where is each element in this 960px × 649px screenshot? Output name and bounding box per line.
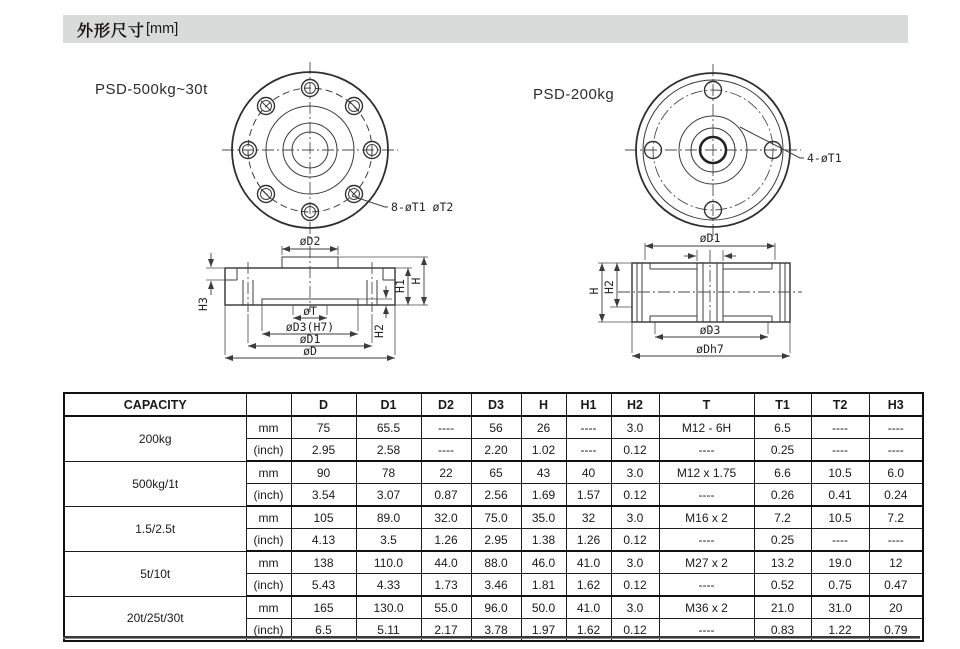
value-cell: 3.5 bbox=[356, 529, 421, 552]
value-cell: M16 x 2 bbox=[659, 506, 754, 529]
value-cell: 41.0 bbox=[566, 596, 611, 619]
value-cell: 1.02 bbox=[521, 439, 566, 462]
value-cell: 13.2 bbox=[754, 551, 811, 574]
left-dim-d1: øD1 bbox=[299, 332, 321, 346]
unit-cell: (inch) bbox=[246, 619, 291, 642]
table-row-mm bbox=[64, 461, 923, 484]
value-cell: 1.73 bbox=[421, 574, 471, 597]
column-header: T1 bbox=[754, 393, 811, 416]
value-cell: 6.0 bbox=[869, 461, 923, 484]
value-cell: 65 bbox=[471, 461, 521, 484]
value-cell: 21.0 bbox=[754, 596, 811, 619]
column-header: H bbox=[521, 393, 566, 416]
value-cell: 5.11 bbox=[356, 619, 421, 642]
value-cell: ---- bbox=[811, 529, 869, 552]
value-cell: 0.79 bbox=[869, 619, 923, 642]
value-cell: ---- bbox=[421, 439, 471, 462]
value-cell: ---- bbox=[659, 484, 754, 507]
value-cell: 105 bbox=[291, 506, 356, 529]
column-header: H1 bbox=[566, 393, 611, 416]
right-dim-h: H bbox=[587, 287, 601, 295]
right-dim-d1: øD1 bbox=[699, 231, 721, 245]
value-cell: 0.26 bbox=[754, 484, 811, 507]
value-cell: 40 bbox=[566, 461, 611, 484]
value-cell: ---- bbox=[869, 439, 923, 462]
value-cell: 90 bbox=[291, 461, 356, 484]
value-cell: 2.56 bbox=[471, 484, 521, 507]
unit-cell: (inch) bbox=[246, 529, 291, 552]
value-cell: 0.12 bbox=[611, 484, 659, 507]
column-header: T bbox=[659, 393, 754, 416]
value-cell: 165 bbox=[291, 596, 356, 619]
value-cell: 3.0 bbox=[611, 416, 659, 439]
section-title: 外形尺寸 bbox=[77, 22, 146, 40]
value-cell: M12 - 6H bbox=[659, 416, 754, 439]
value-cell: ---- bbox=[811, 439, 869, 462]
value-cell: 1.62 bbox=[566, 619, 611, 642]
value-cell: 7.2 bbox=[754, 506, 811, 529]
section-title-unit: [mm] bbox=[146, 21, 179, 37]
right-dim-d3: øD3 bbox=[699, 323, 721, 337]
value-cell: 96.0 bbox=[471, 596, 521, 619]
table-row-mm bbox=[64, 416, 923, 439]
dimensions-table bbox=[63, 392, 924, 642]
unit-cell: mm bbox=[246, 551, 291, 574]
value-cell: 1.22 bbox=[811, 619, 869, 642]
value-cell: 3.46 bbox=[471, 574, 521, 597]
value-cell: 75 bbox=[291, 416, 356, 439]
value-cell: 0.25 bbox=[754, 439, 811, 462]
left-dim-d3h7: øD3(H7) bbox=[285, 320, 335, 334]
unit-cell: (inch) bbox=[246, 574, 291, 597]
value-cell: 3.0 bbox=[611, 551, 659, 574]
value-cell: M27 x 2 bbox=[659, 551, 754, 574]
column-header: D1 bbox=[356, 393, 421, 416]
value-cell: 4.13 bbox=[291, 529, 356, 552]
right-dim-dh7: øDh7 bbox=[696, 342, 724, 356]
value-cell: 46.0 bbox=[521, 551, 566, 574]
value-cell: ---- bbox=[659, 529, 754, 552]
value-cell: ---- bbox=[659, 439, 754, 462]
right-dim-h2: H2 bbox=[602, 280, 616, 294]
column-header: H2 bbox=[611, 393, 659, 416]
value-cell: 1.38 bbox=[521, 529, 566, 552]
column-header: D bbox=[291, 393, 356, 416]
left-dim-h1: H1 bbox=[393, 279, 407, 293]
value-cell: 0.12 bbox=[611, 619, 659, 642]
value-cell: 35.0 bbox=[521, 506, 566, 529]
column-header: H3 bbox=[869, 393, 923, 416]
value-cell: 10.5 bbox=[811, 461, 869, 484]
value-cell: 50.0 bbox=[521, 596, 566, 619]
value-cell: ---- bbox=[421, 416, 471, 439]
value-cell: 32 bbox=[566, 506, 611, 529]
left-dim-h2: H2 bbox=[372, 324, 386, 338]
value-cell: 0.12 bbox=[611, 574, 659, 597]
unit-cell: (inch) bbox=[246, 439, 291, 462]
capacity-column-header: CAPACITY bbox=[64, 393, 246, 416]
value-cell: ---- bbox=[659, 574, 754, 597]
left-side-view bbox=[196, 234, 428, 358]
value-cell: 43 bbox=[521, 461, 566, 484]
value-cell: 6.6 bbox=[754, 461, 811, 484]
value-cell: 65.5 bbox=[356, 416, 421, 439]
value-cell: 6.5 bbox=[291, 619, 356, 642]
value-cell: 89.0 bbox=[356, 506, 421, 529]
value-cell: ---- bbox=[566, 439, 611, 462]
value-cell: 0.47 bbox=[869, 574, 923, 597]
unit-column-header bbox=[246, 393, 291, 416]
table-body bbox=[64, 416, 923, 641]
unit-cell: mm bbox=[246, 596, 291, 619]
value-cell: 41.0 bbox=[566, 551, 611, 574]
psd-200kg-drawing bbox=[533, 64, 842, 356]
column-header: D2 bbox=[421, 393, 471, 416]
value-cell: 0.75 bbox=[811, 574, 869, 597]
value-cell: ---- bbox=[869, 529, 923, 552]
table-row-mm bbox=[64, 551, 923, 574]
value-cell: 3.54 bbox=[291, 484, 356, 507]
left-dim-h: H bbox=[409, 277, 423, 285]
table-header-row bbox=[64, 393, 923, 416]
value-cell: 1.81 bbox=[521, 574, 566, 597]
value-cell: 0.25 bbox=[754, 529, 811, 552]
value-cell: 1.26 bbox=[566, 529, 611, 552]
value-cell: 88.0 bbox=[471, 551, 521, 574]
value-cell: ---- bbox=[869, 416, 923, 439]
column-header: T2 bbox=[811, 393, 869, 416]
psd-500kg-30t-drawing bbox=[95, 62, 453, 358]
value-cell: 0.24 bbox=[869, 484, 923, 507]
value-cell: 2.58 bbox=[356, 439, 421, 462]
table-row-mm bbox=[64, 506, 923, 529]
value-cell: 1.26 bbox=[421, 529, 471, 552]
value-cell: 0.52 bbox=[754, 574, 811, 597]
value-cell: 22 bbox=[421, 461, 471, 484]
value-cell: 44.0 bbox=[421, 551, 471, 574]
value-cell: M12 x 1.75 bbox=[659, 461, 754, 484]
value-cell: 32.0 bbox=[421, 506, 471, 529]
value-cell: 3.0 bbox=[611, 596, 659, 619]
value-cell: ---- bbox=[566, 416, 611, 439]
unit-cell: mm bbox=[246, 506, 291, 529]
value-cell: 3.78 bbox=[471, 619, 521, 642]
value-cell: 1.62 bbox=[566, 574, 611, 597]
left-top-view bbox=[222, 62, 453, 240]
value-cell: 78 bbox=[356, 461, 421, 484]
value-cell: 10.5 bbox=[811, 506, 869, 529]
table-row-mm bbox=[64, 596, 923, 619]
column-header: D3 bbox=[471, 393, 521, 416]
value-cell: 0.41 bbox=[811, 484, 869, 507]
right-side-view bbox=[587, 231, 802, 356]
value-cell: 19.0 bbox=[811, 551, 869, 574]
value-cell: 1.97 bbox=[521, 619, 566, 642]
value-cell: 12 bbox=[869, 551, 923, 574]
value-cell: 26 bbox=[521, 416, 566, 439]
value-cell: 20 bbox=[869, 596, 923, 619]
value-cell: 2.95 bbox=[471, 529, 521, 552]
value-cell: 3.0 bbox=[611, 506, 659, 529]
left-dim-t: øT bbox=[303, 304, 317, 318]
value-cell: 0.87 bbox=[421, 484, 471, 507]
value-cell: 130.0 bbox=[356, 596, 421, 619]
value-cell: 6.5 bbox=[754, 416, 811, 439]
value-cell: 0.83 bbox=[754, 619, 811, 642]
value-cell: ---- bbox=[659, 619, 754, 642]
value-cell: 110.0 bbox=[356, 551, 421, 574]
right-top-view bbox=[625, 64, 842, 240]
unit-cell: mm bbox=[246, 416, 291, 439]
value-cell: 7.2 bbox=[869, 506, 923, 529]
capacity-cell: 500kg/1t bbox=[64, 461, 246, 506]
value-cell: 2.95 bbox=[291, 439, 356, 462]
capacity-cell: 5t/10t bbox=[64, 551, 246, 596]
left-dim-h3: H3 bbox=[196, 297, 210, 311]
value-cell: 2.17 bbox=[421, 619, 471, 642]
left-dim-d2: øD2 bbox=[299, 234, 321, 248]
value-cell: ---- bbox=[811, 416, 869, 439]
unit-cell: (inch) bbox=[246, 484, 291, 507]
capacity-cell: 1.5/2.5t bbox=[64, 506, 246, 551]
capacity-cell: 200kg bbox=[64, 416, 246, 461]
capacity-cell: 20t/25t/30t bbox=[64, 596, 246, 641]
left-hole-callout: 8-øT1 øT2 bbox=[391, 200, 454, 214]
value-cell: 3.0 bbox=[611, 461, 659, 484]
right-hole-callout: 4-øT1 bbox=[807, 151, 842, 165]
right-drawing-title: PSD-200kg bbox=[533, 86, 615, 103]
bottom-divider bbox=[63, 636, 920, 639]
value-cell: 1.57 bbox=[566, 484, 611, 507]
value-cell: 2.20 bbox=[471, 439, 521, 462]
value-cell: 56 bbox=[471, 416, 521, 439]
value-cell: 0.12 bbox=[611, 529, 659, 552]
left-dim-d: øD bbox=[303, 344, 317, 358]
left-drawing-title: PSD-500kg~30t bbox=[95, 81, 208, 98]
value-cell: 55.0 bbox=[421, 596, 471, 619]
value-cell: 3.07 bbox=[356, 484, 421, 507]
value-cell: 31.0 bbox=[811, 596, 869, 619]
unit-cell: mm bbox=[246, 461, 291, 484]
value-cell: 4.33 bbox=[356, 574, 421, 597]
value-cell: 75.0 bbox=[471, 506, 521, 529]
value-cell: 1.69 bbox=[521, 484, 566, 507]
value-cell: 138 bbox=[291, 551, 356, 574]
value-cell: M36 x 2 bbox=[659, 596, 754, 619]
value-cell: 5.43 bbox=[291, 574, 356, 597]
value-cell: 0.12 bbox=[611, 439, 659, 462]
